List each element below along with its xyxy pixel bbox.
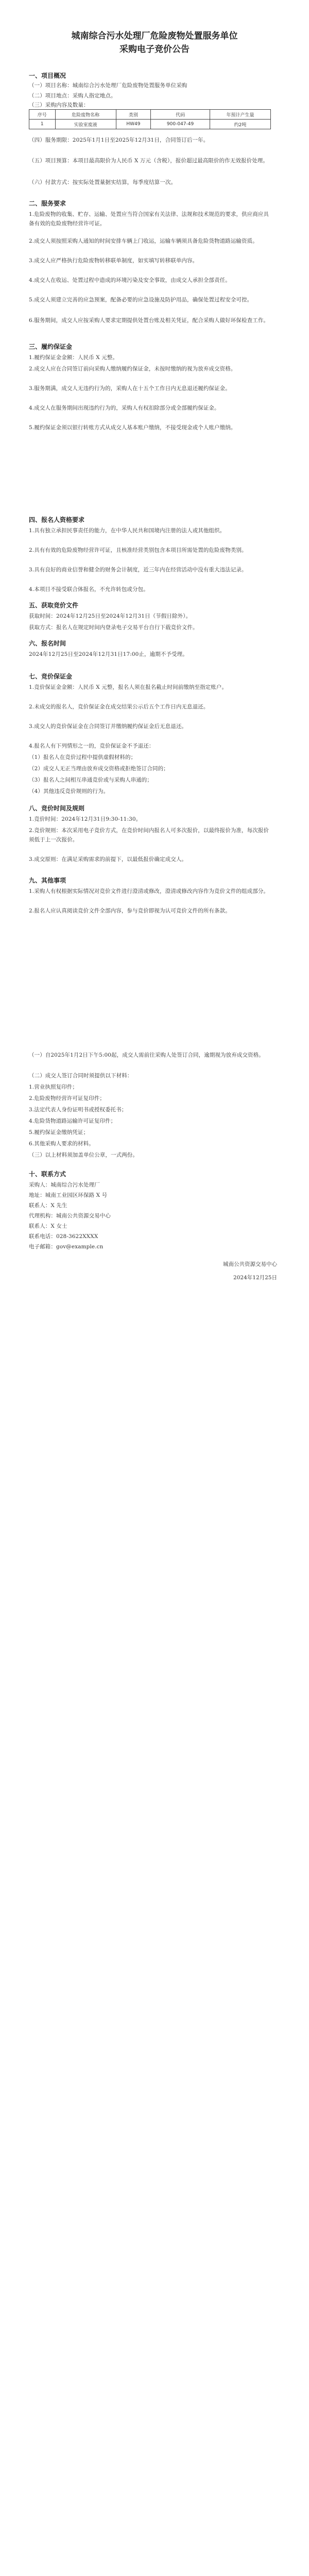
list-item: 2.危险废物经营许可证复印件； (29, 1095, 106, 1101)
deposit-4: 4.报名人有下列情形之一的，竞价保证金不予退还： (29, 743, 154, 749)
bond-2: 2.成交人应在合同签订前向采购人缴纳履约保证金，未按时缴纳的视为放弃成交资格。 (29, 366, 236, 372)
qualification-3: 3.具有良好的商业信誉和健全的财务会计制度，近三年内在经营活动中没有重大违法记录。 (29, 567, 247, 573)
service-period: （四）服务期限：2025年1月1日至2025年12月31日，合同签订后一年。 (29, 137, 209, 143)
table-header-row (29, 110, 271, 120)
waste-table (29, 109, 271, 129)
section-4-heading: 四、报名人资格要求 (29, 516, 85, 523)
deposit-4-1: （1）报名人在竞价过程中提供虚假材料的； (29, 754, 136, 760)
service-req-5: 5.成交人须建立完善的应急预案，配备必要的应急设施及防护用品，确保处置过程安全可控。 (29, 297, 253, 303)
contact-buyer: 采购人：城南综合污水处理厂 (29, 1182, 100, 1188)
section-6-heading: 六、报名时间 (29, 640, 66, 647)
contact-email: 电子邮箱：gov@example.cn (29, 1244, 104, 1250)
section-1-heading: 一、项目概况 (29, 72, 66, 79)
table-header-category: 类别 (116, 110, 151, 120)
service-req-6: 6.服务期间，成交人应按采购人要求定期提供处置台账及相关凭证，配合采购人做好环保检查工作。 (29, 317, 269, 324)
section-7-heading: 七、竞价保证金 (29, 673, 73, 680)
qualification-1: 1.具有独立承担民事责任的能力，在中华人民共和国境内注册的法人或其他组织。 (29, 528, 226, 534)
other-1: 1.采购人有权根据实际情况对竞价文件进行澄清或修改，澄清或修改内容作为竞价文件的组成部分。 (29, 888, 269, 894)
contract-notice: （一）自2025年1月2日下午5:00起，成交人需前往采购人处签订合同，逾期视为放弃成交资格。 (29, 1052, 264, 1058)
service-req-3: 3.成交人应严格执行危险废物转移联单制度，如实填写转移联单内容。 (29, 258, 198, 264)
deposit-4-3: （3）报名人之间相互串通竞价或与采购人串通的； (29, 777, 152, 783)
list-item: 5.履约保证金缴纳凭证； (29, 1129, 89, 1136)
project-name: （一）项目名称：城南综合污水处理厂危险废物处置服务单位采购 (29, 82, 187, 89)
other-2: 2.报名人应认真阅读竞价文件全部内容，参与竞价即视为认可竞价文件的所有条款。 (29, 908, 231, 914)
section-11-heading: 十、联系方式 (29, 1171, 66, 1178)
deposit-4-2: （2）成交人无正当理由放弃成交资格或拒绝签订合同的； (29, 766, 169, 772)
bond-5: 5.履约保证金须以银行转账方式从成交人基本账户缴纳，不接受现金或个人账户缴纳。 (29, 425, 236, 431)
payment-method: （六）付款方式：按实际处置量据实结算，每季度结算一次。 (29, 179, 177, 185)
service-req-2: 2.成交人须按照采购人通知的时间安排车辆上门收运，运输车辆须具备危险货物道路运输资质。 (29, 238, 258, 244)
section-9-heading: 九、其他事项 (29, 877, 66, 884)
table-cell: HW49 (116, 120, 151, 129)
service-req-4: 4.成交人在收运、处置过程中造成的环境污染及安全事故，由成交人承担全部责任。 (29, 277, 231, 283)
bidding-principle: 3.成交原则：在满足采购需求的前提下，以最低报价确定成交人。 (29, 856, 187, 862)
deposit-4-4: （4）其他违反竞价规则的行为。 (29, 788, 109, 794)
list-item: 4.危险货物道路运输许可证复印件； (29, 1118, 116, 1124)
contact-address: 地址：城南工业园区环保路 X 号 (29, 1192, 108, 1198)
list-item: 1.营业执照复印件； (29, 1084, 78, 1090)
contact-phone: 联系电话：028-3622XXXX (29, 1233, 98, 1240)
deposit-1: 1.竞价保证金金额：人民币 X 元整，报名人须在报名截止时间前缴纳至指定账户。 (29, 684, 228, 690)
qualification-4: 4.本项目不接受联合体报名，不允许转包或分包。 (29, 586, 149, 592)
section-8-heading: 八、竞价时间及规则 (29, 805, 85, 812)
table-cell: 实验室废液 (55, 120, 116, 129)
notice-title-line2: 采购电子竞价公告 (119, 44, 190, 55)
contract-materials: （二）成交人签订合同时须提供以下材料： (29, 1073, 133, 1079)
signature-org: 城南公共资源交易中心 (223, 1261, 277, 1267)
section-2-heading: 二、服务要求 (29, 200, 66, 207)
bond-4: 4.成交人在服务期间出现违约行为的，采购人有权扣除部分或全部履约保证金。 (29, 405, 220, 411)
table-cell: 1 (29, 120, 56, 129)
list-item: 3.法定代表人身份证明书或授权委托书； (29, 1107, 127, 1113)
notice-title-line1: 城南综合污水处理厂危险废物处置服务单位 (71, 31, 238, 41)
bond-1: 1.履约保证金金额：人民币 X 元整。 (29, 354, 118, 361)
table-row (29, 120, 271, 129)
deposit-3: 3.成交人的竞价保证金在合同签订并缴纳履约保证金后无息退还。 (29, 723, 187, 730)
signature-date: 2024年12月25日 (233, 1275, 277, 1281)
list-item: 6.其他采购人要求的材料。 (29, 1141, 94, 1147)
bidding-time: 1.竞价时间：2024年12月31日9:30-11:30。 (29, 816, 142, 822)
bond-3: 3.服务期满，成交人无违约行为的，采购人在十五个工作日内无息退还履约保证金。 (29, 385, 231, 392)
contact-agency-person: 联系人：X 女士 (29, 1223, 67, 1229)
project-budget: （五）项目预算：本项目最高限价为人民币 X 万元（含税），报价超过最高限价的作无效报价处理。 (29, 158, 268, 164)
section-5-heading: 五、获取竞价文件 (29, 602, 79, 609)
qualification-2: 2.具有有效的危险废物经营许可证，且核准经营类别包含本项目所需处置的危险废物类别。 (29, 547, 247, 553)
table-header-amount: 年预计产生量 (210, 110, 270, 120)
table-header-code: 代码 (151, 110, 210, 120)
signup-time: 2024年12月25日至2024年12月31日17:00止，逾期不予受理。 (29, 651, 188, 657)
deposit-2: 2.未成交的报名人，竞价保证金在成交结果公示后五个工作日内无息退还。 (29, 704, 209, 710)
section-3-heading: 三、履约保证金 (29, 343, 73, 350)
contract-copies: （三）以上材料须加盖单位公章，一式两份。 (29, 1152, 138, 1158)
table-header-name: 危险废物名称 (55, 110, 116, 120)
table-header-index: 序号 (29, 110, 56, 120)
acquire-time: 获取时间：2024年12月25日至2024年12月31日（节假日除外）。 (29, 613, 192, 619)
contact-agency: 代理机构：城南公共资源交易中心 (29, 1213, 111, 1219)
acquire-method: 获取方式：报名人在规定时间内登录电子交易平台自行下载竞价文件。 (29, 624, 198, 631)
contact-person: 联系人：X 先生 (29, 1202, 67, 1209)
table-cell: 约2吨 (210, 120, 270, 129)
project-content: （三）采购内容及数量： (29, 102, 89, 108)
service-req-1: 1.危险废物的收集、贮存、运输、处置应当符合国家有关法律、法规和技术规范的要求，供应商应具备有效的危险废物经营许可证。 (29, 211, 269, 227)
bidding-rules: 2.竞价规则：本次采用电子竞价方式，在竞价时间内报名人可多次报价，以最终报价为准，每次报价须低于上一次报价。 (29, 827, 269, 843)
table-cell: 900-047-49 (151, 120, 210, 129)
project-location: （二）项目地点：采购人指定地点。 (29, 93, 116, 99)
